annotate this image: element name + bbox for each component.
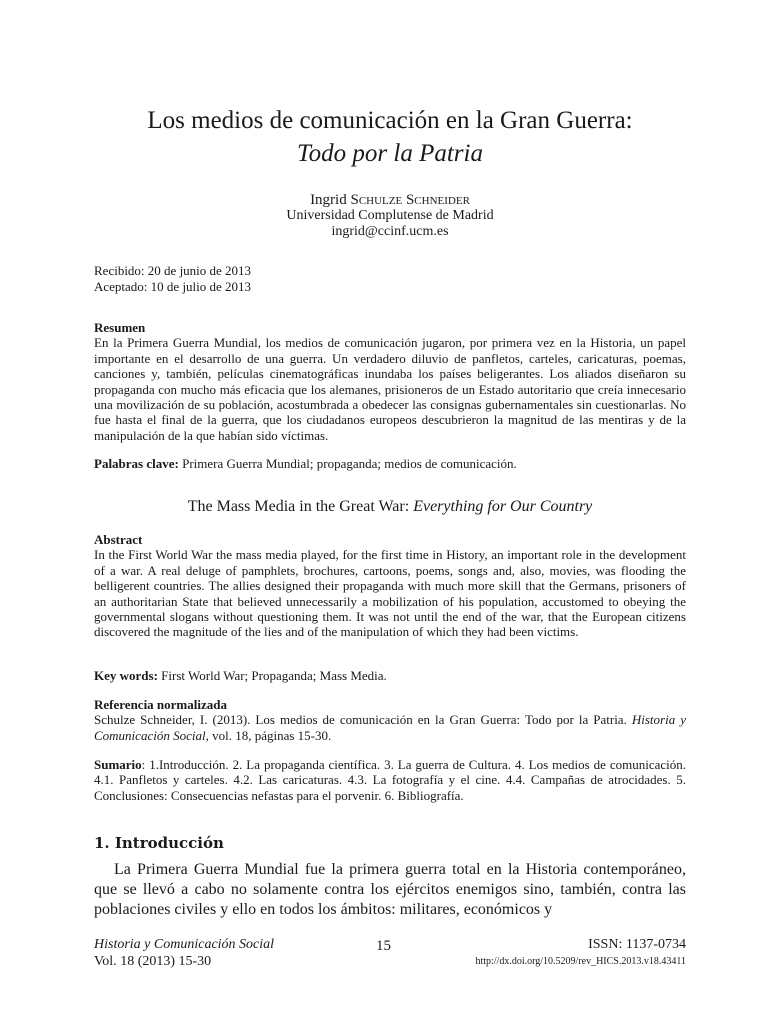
author-first-name: Ingrid [310,192,351,208]
abstract-text: In the First World War the mass media played, for the first time in History, an important role in the development of a war. A real deluge of pamphlets, brochures, cartoons, poems, songs and, also, movies, was flooding the belligerent countries. The allies designed their propaganda with much more skill that the Germans, prisoners of an authoritarian State that believed unnecessarily a mobilization of his population, accustomed to obeying the governmental slogans without questioning them. It was not until the end of the war, that the European citizens discovered the magnitude of the lies and of the manipulation of which they had been victims. [94,547,686,640]
resumen-text: En la Primera Guerra Mundial, los medios de comunicación jugaron, por primera vez en la Historia, un papel importante en el desarrollo de una guerra. Un verdadero diluvio de panfletos, carteles, caricaturas, poemas, canciones y, también, películas cinematográficas inundaba los países beligerantes. Los aliados diseñaron su propaganda con mucho más eficacia que los alemanes, prisioneros de un Estado autoritario que creía innecesario una movilización de su población, acostumbrada a obedecer las consignas gubernamentales sin cuestionarlas. No fue hasta el final de la guerra, que los ciudadanos europeos descubrieron la magnitud de las mentiras y de la manipulación de la que habían sido víctimas. [94,335,686,443]
paper-page [94,0,686,1024]
resumen-heading: Resumen [94,320,146,335]
referencia-heading: Referencia normalizada [94,697,227,712]
palabras-clave-label: Palabras clave: [94,456,179,471]
sumario-section [94,757,686,803]
referencia-journal: Historia y Comunicación Social [94,712,686,743]
abstract-heading: Abstract [94,532,143,547]
footer-volume: Vol. 18 (2013) 15-30 [94,954,212,969]
sumario-text: : 1.Introducción. 2. La propaganda científica. 3. La guerra de Cultura. 4. Los medios de comunicación. 4.1. Panfletos y carteles. 4.2. Las caricaturas. 4.3. La fotografía y el cine. 4.4. Campañas de atrocidades. 5. Conclusiones: Consecuencias nefastas para el porvenir. 6. Bibliografía. [94,757,686,803]
title-main: Los medios de comunicación en la Gran Guerra: [147,107,633,134]
footer-journal-name: Historia y Comunicación Social [94,937,275,952]
received-date: Recibido: 20 de junio de 2013 [94,263,252,278]
resumen-section [94,320,686,443]
title-subtitle: Todo por la Patria [297,140,483,167]
author-email[interactable]: ingrid@ccinf.ucm.es [331,224,449,239]
submission-dates [94,263,251,295]
paper-title [94,104,686,170]
referencia-section [94,697,686,743]
footer-issn: ISSN: 1137-0734 [588,937,686,952]
english-title [94,498,686,516]
footer-doi-link[interactable]: http://dx.doi.org/10.5209/rev_HICS.2013.v18.43411 [475,956,686,967]
key-words-text: First World War; Propaganda; Mass Media. [157,668,387,683]
author-name [94,192,686,208]
english-title-subtitle: Everything for Our Country [413,498,593,515]
author-last-name: Schulze Schneider [350,192,470,208]
introduccion-text: La Primera Guerra Mundial fue la primera guerra total en la Historia contemporáneo, que se llevó a cabo no solamente contra los ejércitos enemigos sino, también, contra las poblaciones civiles y ello en todos los ámbitos: militares, económicos y [94,861,686,918]
referencia-text: Schulze Schneider, I. (2013). Los medios de comunicación en la Gran Guerra: Todo por la Patria. [94,712,632,728]
referencia-rest: , vol. 18, páginas 15-30. [205,727,332,743]
key-words-label: Key words: [94,668,158,683]
key-words [94,668,686,683]
section-heading-introduccion: 1. Introducción [94,834,224,852]
palabras-clave-text: Primera Guerra Mundial; propaganda; medios de comunicación. [178,456,517,471]
abstract-section [94,532,686,640]
accepted-date: Aceptado: 10 de julio de 2013 [94,279,252,294]
footer-journal-info [94,936,274,970]
page-number: 15 [376,938,391,954]
palabras-clave [94,456,686,471]
author-block [94,192,686,240]
english-title-main: The Mass Media in the Great War: [187,498,414,515]
sumario-label: Sumario [94,757,142,772]
footer-identifiers [475,936,686,970]
author-affiliation: Universidad Complutense de Madrid [286,208,494,223]
